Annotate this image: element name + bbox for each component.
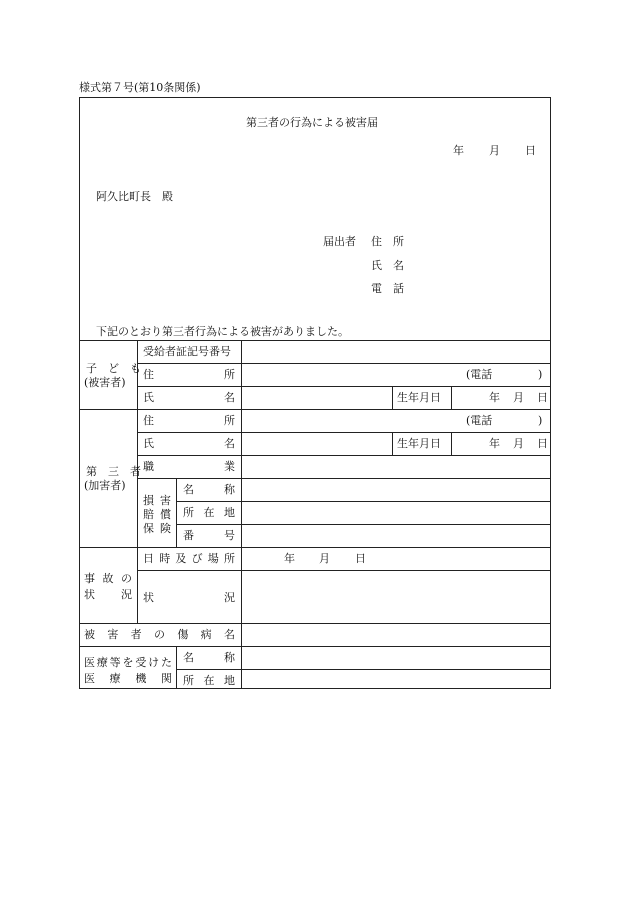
rule: [137, 478, 551, 479]
injury-label: 被 害 者 の 傷 病 名: [84, 628, 235, 641]
child-birth-day: 日: [537, 391, 548, 404]
third-birth-label: 生年月日: [397, 437, 441, 450]
accident-group-line2: 状 況: [84, 588, 132, 601]
date-day: 日: [525, 144, 536, 157]
rule: [137, 386, 551, 387]
accident-date-year: 年: [284, 552, 295, 565]
medical-name-label: 名 称: [183, 651, 235, 664]
accident-situation-label: 状 況: [143, 591, 235, 604]
rule: [176, 669, 551, 670]
rule: [451, 432, 452, 455]
third-address-label: 住 所: [143, 414, 235, 427]
child-birth-month: 月: [513, 391, 524, 404]
rule: [137, 363, 551, 364]
third-birth-year: 年: [489, 437, 500, 450]
insurance-label-row1: 損 害: [143, 494, 171, 507]
third-name-label: 氏 名: [143, 437, 235, 450]
third-phone-open: (電話: [466, 414, 493, 427]
accident-date-day: 日: [355, 552, 366, 565]
child-address-label: 住 所: [143, 368, 235, 381]
child-cert-label: 受給者証記号番号: [143, 345, 231, 358]
accident-date-month: 月: [319, 552, 330, 565]
medical-group-line1: 医 療 等 を 受 け た: [84, 656, 172, 669]
insurance-label-row2: 賠 償: [143, 508, 171, 521]
rule: [79, 340, 551, 341]
child-name-label: 氏 名: [143, 391, 235, 404]
rule: [137, 570, 551, 571]
rule: [392, 386, 393, 409]
third-birth-day: 日: [537, 437, 548, 450]
child-phone-close: ): [538, 368, 543, 381]
medical-location-label: 所 在 地: [183, 674, 235, 687]
form-number: 様式第７号(第10条関係): [79, 81, 201, 94]
rule: [241, 340, 242, 689]
rule: [176, 501, 551, 502]
insurance-label-row3: 保 険: [143, 522, 171, 535]
reporter-phone: 電 話: [371, 282, 404, 295]
accident-datetime-label: 日 時 及 び 場 所: [143, 552, 235, 565]
reporter-label: 届出者: [323, 235, 356, 248]
statement: 下記のとおり第三者行為による被害がありました。: [96, 325, 349, 338]
rule: [176, 478, 177, 547]
rule: [137, 340, 138, 623]
date-year: 年: [453, 144, 464, 157]
rule: [176, 646, 177, 689]
rule: [137, 455, 551, 456]
insurance-number-label: 番 号: [183, 529, 235, 542]
medical-group-line2: 医 療 機 関: [84, 672, 172, 685]
insurance-name-label: 名 称: [183, 483, 235, 496]
form-title: 第三者の行為による被害届: [246, 116, 378, 129]
third-group-line2: (加害者): [84, 479, 126, 492]
insurance-location-label: 所 在 地: [183, 506, 235, 519]
child-phone-open: (電話: [466, 368, 493, 381]
third-birth-month: 月: [513, 437, 524, 450]
child-group-line1: 子 ど も: [86, 362, 141, 375]
rule: [79, 646, 551, 647]
rule: [79, 547, 551, 548]
child-birth-label: 生年月日: [397, 391, 441, 404]
child-group-line2: (被害者): [84, 376, 126, 389]
third-occupation-label: 職 業: [143, 460, 235, 473]
reporter-address: 住 所: [371, 235, 404, 248]
rule: [392, 432, 393, 455]
rule: [137, 432, 551, 433]
addressee: 阿久比町長 殿: [96, 190, 173, 203]
rule: [176, 524, 551, 525]
rule: [451, 386, 452, 409]
child-birth-year: 年: [489, 391, 500, 404]
accident-group-line1: 事 故 の: [84, 572, 132, 585]
third-phone-close: ): [538, 414, 543, 427]
reporter-name: 氏 名: [371, 259, 404, 272]
date-month: 月: [489, 144, 500, 157]
third-group-line1: 第 三 者: [86, 465, 141, 478]
rule: [79, 409, 551, 410]
rule: [79, 623, 551, 624]
